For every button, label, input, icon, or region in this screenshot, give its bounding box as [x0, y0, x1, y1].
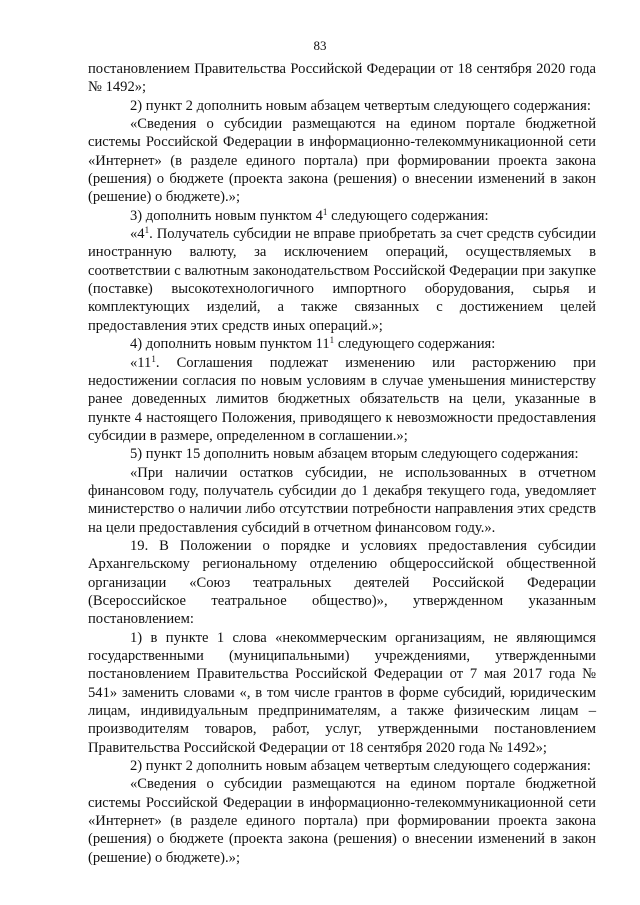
paragraph-text: следующего содержания:: [334, 336, 496, 353]
paragraph: [88, 354, 596, 446]
paragraph: 1) в пункте 1 слова «некоммерческим организациям, не являющимся государственными (муниципальными) учреждениями, утвержденными постановлением Правительства Российской Федерации от 7 мая 2017 года № 541» заменить словами «, в том числе грантов в форме субсидий, юридическим лицам, индивидуальным предпринимателям, а также физическим лицам – производителям товаров, работ, услуг, утвержденными постановлением Правительства Российской Федерации от 18 сентября 2020 года № 1492»;: [88, 629, 596, 756]
paragraph-text: 3) дополнить новым пунктом 4: [130, 207, 323, 224]
superscript: 1: [322, 206, 328, 217]
paragraph: 2) пункт 2 дополнить новым абзацем четвертым следующего содержания:: [130, 97, 591, 114]
paragraph-text: 4) дополнить новым пунктом 11: [130, 336, 330, 353]
paragraph: 5) пункт 15 дополнить новым абзацем вторым следующего содержания:: [130, 446, 579, 463]
paragraph-text: «11: [130, 354, 152, 371]
paragraph-text: «4: [130, 226, 145, 243]
document-body: [88, 60, 596, 867]
paragraph: «Сведения о субсидии размещаются на едином портале бюджетной системы Российской Федерации в информационно-телекоммуникационной сети «Интернет» (в разделе единого портала) при формировании проекта закона (решения) о бюджете (проекта закона (решения) о внесении изменений в закон (решение) о бюджете).»;: [88, 776, 596, 866]
paragraph: постановлением Правительства Российской Федерации от 18 сентября 2020 года № 1492»;: [88, 61, 596, 96]
paragraph: [88, 335, 596, 353]
superscript: 1: [329, 335, 335, 346]
paragraph: «Сведения о субсидии размещаются на едином портале бюджетной системы Российской Федерации в информационно-телекоммуникационной сети «Интернет» (в разделе единого портала) при формировании проекта закона (решения) о бюджете (проекта закона (решения) о внесении изменений в закон (решение) о бюджете).»;: [88, 116, 596, 206]
superscript: 1: [144, 225, 150, 236]
paragraph: 19. В Положении о порядке и условиях предоставления субсидии Архангельскому региональному отделению общероссийской общественной организации «Союз театральных деятелей Российской Федерации (Всероссийское театральное общество)», утвержденном указанным постановлением:: [88, 537, 596, 628]
paragraph-text: . Соглашения подлежат изменению или расторжению при недостижении согласия по новым условиям в случае уменьшения министерству ранее доведенных лимитов бюджетных обязательств на цели, указанные в пункте 4 настоящего Положения, приводящего к невозможности предоставления субсидии в размере, определенном в соглашении.»;: [88, 354, 596, 444]
superscript: 1: [151, 353, 156, 364]
paragraph: [88, 225, 596, 335]
paragraph: 2) пункт 2 дополнить новым абзацем четвертым следующего содержания:: [130, 758, 591, 775]
paragraph: «При наличии остатков субсидии, не использованных в отчетном финансовом году, получатель субсидии до 1 декабря текущего года, уведомляет министерство о наличии либо отсутствии потребности направления этих средств на цели предоставления субсидий в отчетном финансовом году.».: [88, 464, 596, 536]
paragraph: [88, 207, 596, 225]
paragraph-text: следующего содержания:: [327, 207, 489, 224]
page-number: 83: [313, 38, 327, 53]
paragraph-text: . Получатель субсидии не вправе приобретать за счет средств субсидии иностранную валюту, за исключением операций, осуществляемых в соответствии с валютным законодательством Российской Федерации при закупке (поставке) высокотехнологичного импортного оборудования, сырья и комплектующих изделий, а также связанных с достижением целей предоставления этих средств иных операций.»;: [88, 226, 596, 334]
